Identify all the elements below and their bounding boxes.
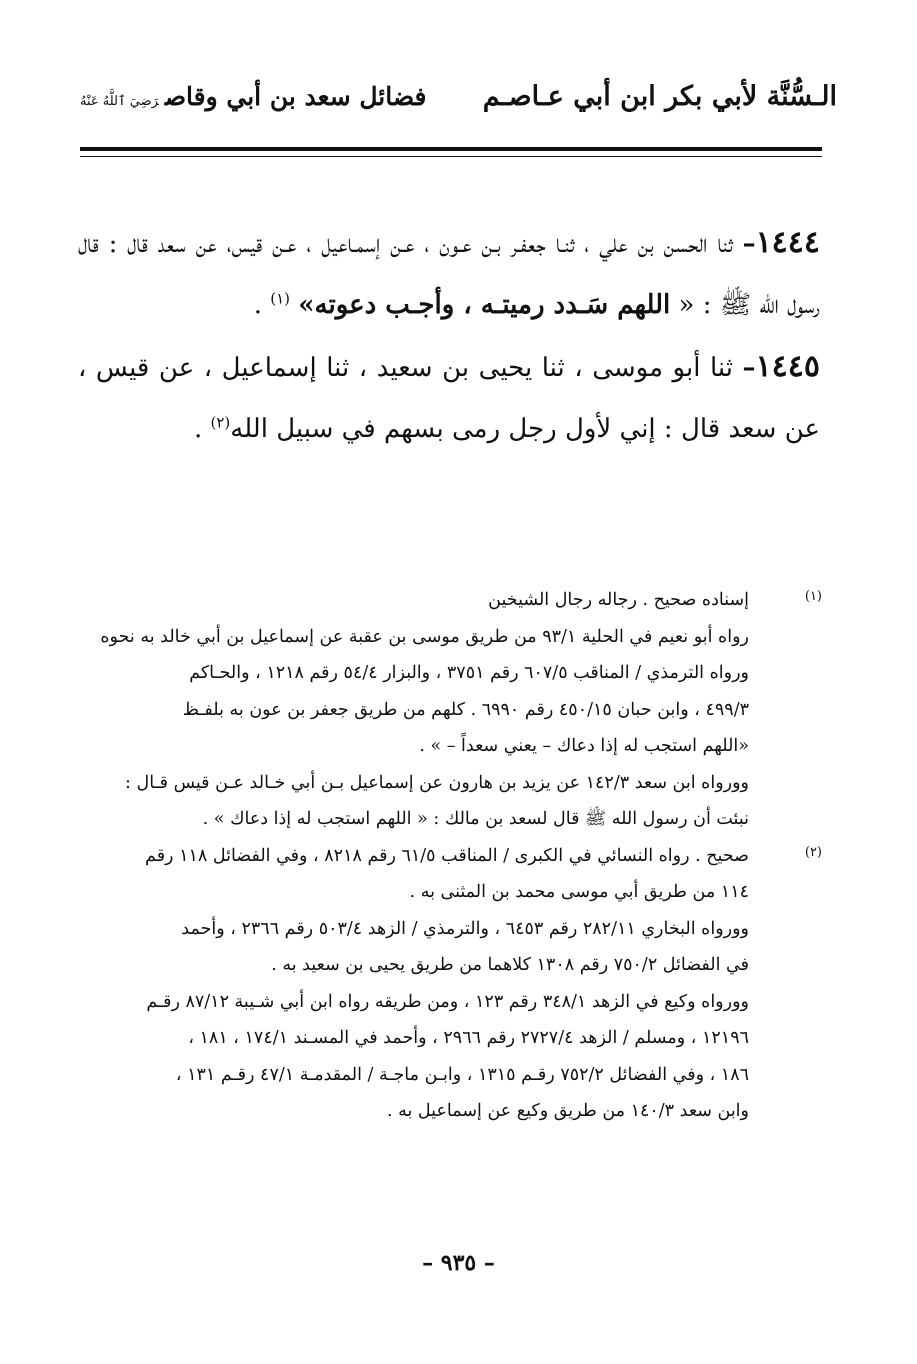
footnote-line: وابن سعد ١٤٠/٣ من طريق وكيع عن إسماعيل به . — [386, 1101, 749, 1121]
header-rule-thick — [80, 147, 822, 151]
chapter-title — [80, 82, 427, 111]
chapter-title-text: فضائل سعد بن أبي وقاص — [164, 81, 427, 111]
footnote-line: وورواه ابن سعد ١٤٢/٣ عن يزيد بن هارون عن إسماعيل بـن أبي خـالد عـن قيس قـال : — [125, 772, 749, 793]
footnote-line: ١٢١٩٦ ، ومسلم / الزهد ٢٧٢٧/٤ رقم ٢٩٦٦ ، وأحمد في المسـند ١٧٤/١ ، ١٨١ ، — [188, 1028, 749, 1048]
footnote-marker: (٢) — [804, 844, 822, 860]
footnote-ref-2[interactable]: (٢) — [210, 413, 231, 432]
hadith-text: ثنا أبو موسى ، ثنا يحيى بن سعيد ، ثنا إسماعيل ، عن قيس ، عن سعد قال : إني لأول رجل رمى بسهم في سبيل الله — [78, 353, 820, 444]
running-header — [80, 72, 837, 120]
hadith-dash: – — [742, 229, 756, 259]
footnotes — [68, 582, 822, 1130]
header-rule-thin — [80, 156, 822, 157]
hadith-1445 — [78, 336, 820, 460]
footnote-line: وورواه البخاري ٢٨٢/١١ رقم ٦٤٥٣ ، والترمذي / الزهد ٥٠٣/٤ رقم ٢٣٦٦ ، وأحمد — [181, 918, 749, 939]
hadith-ending: . — [193, 414, 211, 444]
hadith-1444 — [78, 212, 820, 336]
footnote-line: ورواه الترمذي / المناقب ٦٠٧/٥ رقم ٣٧٥١ ، والبزار ٥٤/٤ رقم ١٢١٨ ، والحـاكم — [189, 663, 749, 683]
hadith-number: ١٤٤٤ — [755, 225, 821, 260]
footnote-line: ١١٤ من طريق أبي موسى محمد بن المثنى به . — [409, 882, 749, 902]
footnote-line: ٤٩٩/٣ ، وابن حبان ٤٥٠/١٥ رقم ٦٩٩٠ . كلهم من طريق جعفر بن عون به بلفـظ — [182, 699, 749, 720]
honorific-glyph: رَضِيَ ٱللَّهُ عَنْهُ — [80, 93, 159, 109]
book-title: الـسُّنَّة لأبي بكر ابن أبي عـاصـم — [482, 80, 837, 112]
footnote-1 — [68, 582, 822, 838]
footnote-ref-1[interactable]: (١) — [270, 289, 291, 308]
footnote-line: «اللهم استجب له إذا دعاك – يعني سعداً – » . — [419, 736, 749, 756]
footnote-line: رواه أبو نعيم في الحلية ٩٣/١ من طريق موسى بن عقبة عن إسماعيل بن أبي خالد به نحوه — [100, 626, 749, 647]
page-number: – ٩٣٥ – — [422, 1250, 495, 1276]
footnote-line: ١٨٦ ، وفي الفضائل ٧٥٢/٢ رقـم ١٣١٥ ، وابـن ماجـة / المقدمـة ٤٧/١ رقـم ١٣١ ، — [175, 1064, 749, 1085]
hadith-text: ثنا الحسن بن علي ، ثنـا جعفـر بـن عـون ، عـن إسمـاعيل ، عـن قيس، عن سعد قال : قال رسول الله ﷺ : « — [78, 229, 820, 320]
footnote-line: إسناده صحيح . رجاله رجال الشيخين — [488, 590, 749, 610]
hadith-number: ١٤٤٥ — [755, 349, 820, 384]
hadith-quote: اللهم سَـدد رميتـه ، وأجـب دعوته» — [298, 290, 671, 320]
footnote-marker: (١) — [804, 589, 822, 604]
main-text — [78, 212, 820, 460]
footnote-line: صحيح . رواه النسائي في الكبرى / المناقب ٦١/٥ رقم ٨٢١٨ ، وفي الفضائل ١١٨ رقم — [145, 845, 749, 866]
hadith-ending: . — [253, 290, 271, 320]
footnote-line: نبئت أن رسول الله ﷺ قال لسعد بن مالك : « اللهم استجب له إذا دعاك » . — [202, 809, 749, 829]
hadith-dash: – — [742, 353, 756, 383]
footnote-line: في الفضائل ٧٥٠/٢ رقم ١٣٠٨ كلاهما من طريق يحيى بن سعيد به . — [271, 955, 749, 975]
footnote-2 — [68, 838, 822, 1130]
footnote-line: وورواه وكيع في الزهد ٣٤٨/١ رقم ١٢٣ ، ومن طريقه رواه ابن أبي شـيبة ٨٧/١٢ رقـم — [146, 991, 749, 1012]
